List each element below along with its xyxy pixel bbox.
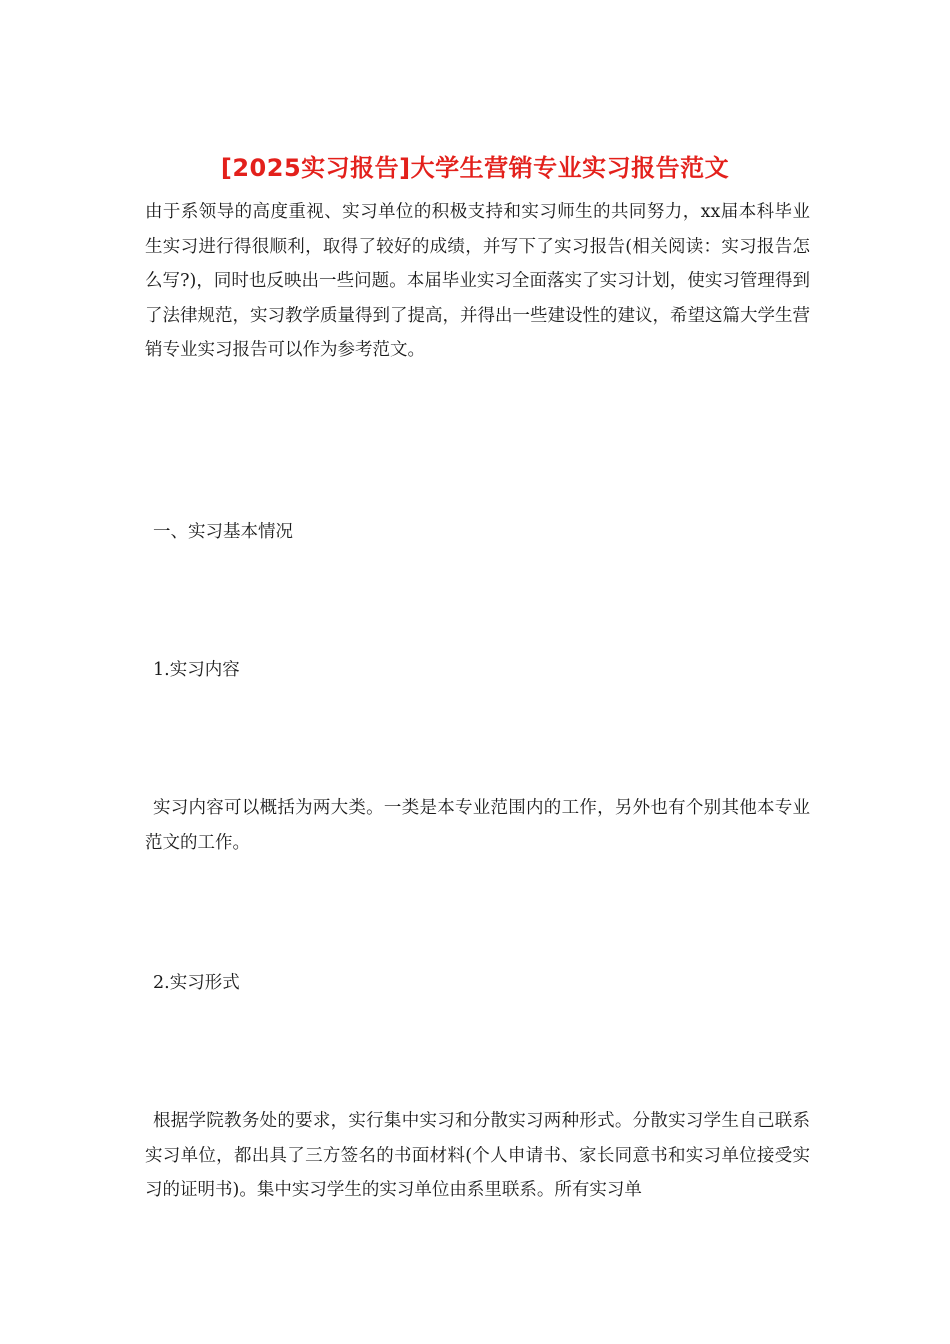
section-heading-basic-info: 一、实习基本情况 (153, 522, 293, 542)
content-paragraph: 实习内容可以概括为两大类。一类是本专业范围内的工作，另外也有个别其他本专业范文的工作。 (145, 798, 810, 853)
subsection-heading-form: 2.实习形式 (153, 973, 240, 993)
intro-paragraph: 由于系领导的高度重视、实习单位的积极支持和实习师生的共同努力，xx届本科毕业生实习进行得很顺利，取得了较好的成绩，并写下了实习报告(相关阅读：实习报告怎么写?)，同时也反映出一些问题。本届毕业实习全面落实了实习计划，使实习管理得到了法律规范，实习教学质量得到了提高，并得出一些建设性的建议，希望这篇大学生营销专业实习报告可以作为参考范文。 (145, 202, 810, 360)
subsection-heading-content: 1.实习内容 (153, 660, 240, 680)
form-paragraph: 根据学院教务处的要求，实行集中实习和分散实习两种形式。分散实习学生自己联系实习单位，都出具了三方签名的书面材料(个人申请书、家长同意书和实习单位接受实习的证明书)。集中实习学生的实习单位由系里联系。所有实习单 (145, 1111, 810, 1200)
document-title: [2025实习报告]大学生营销专业实习报告范文 (220, 154, 730, 182)
